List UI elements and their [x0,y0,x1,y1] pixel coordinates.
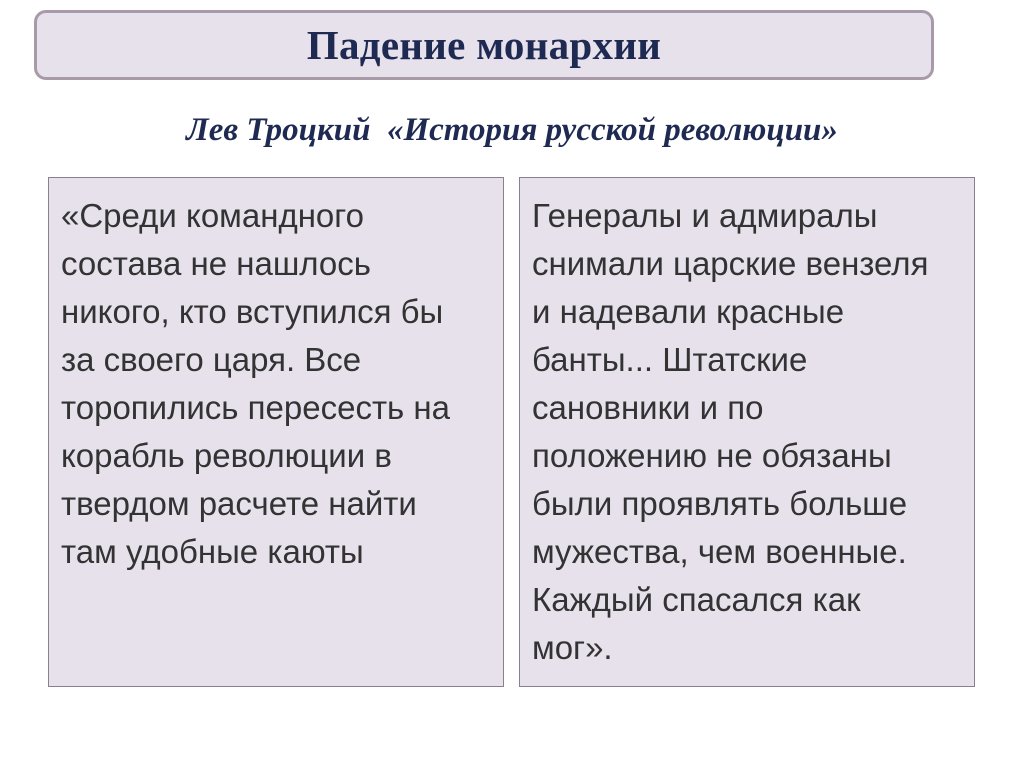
quote-box-right [519,177,975,687]
quote-box-left [48,177,504,687]
page-title: Падение монархии [306,22,662,68]
quote-text-left: «Среди командного состава не нашлось никого, кто вступился бы за своего царя. Все торопились пересесть на корабль революции в твердом расчете найти там удобные каюты [61,197,450,570]
title-banner [34,10,934,80]
author-and-source: Лев Троцкий «История русской революции» [186,112,838,148]
quote-text-right: Генералы и адмиралы снимали царские вензеля и надевали красные банты... Штатские сановники и по положению не обязаны были проявлять больше мужества, чем военные. Каждый спасался как мог». [532,197,929,666]
